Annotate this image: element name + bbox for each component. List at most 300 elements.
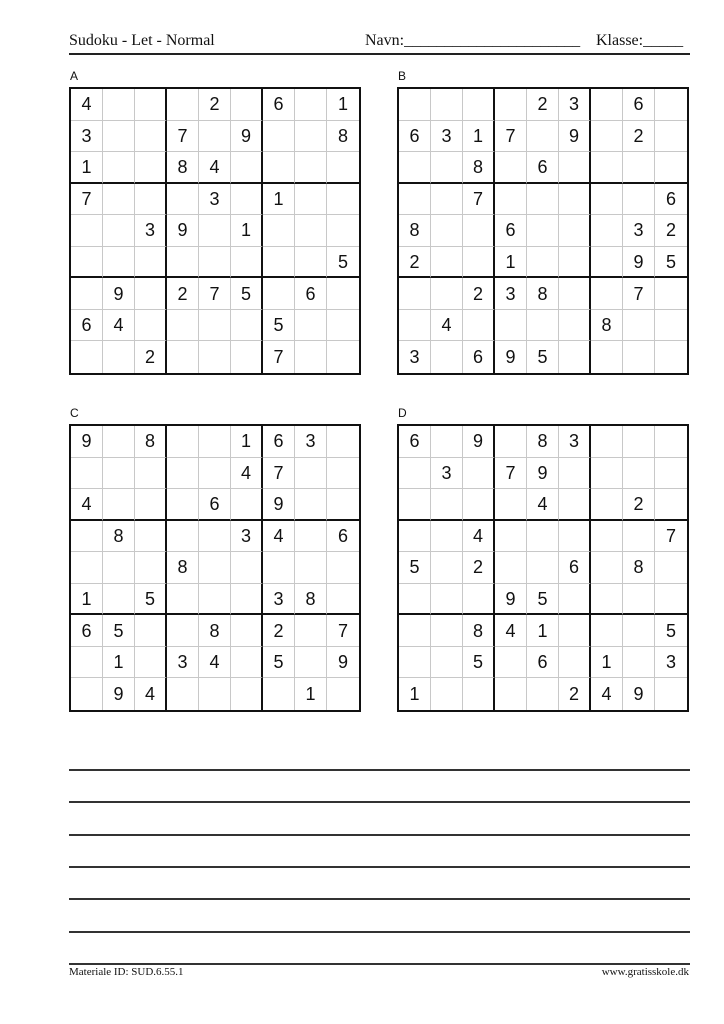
sudoku-cell[interactable]: [495, 152, 527, 184]
sudoku-cell[interactable]: 5: [527, 341, 559, 373]
sudoku-cell[interactable]: [199, 310, 231, 342]
sudoku-cell[interactable]: [199, 552, 231, 584]
sudoku-cell[interactable]: 4: [135, 678, 167, 710]
sudoku-cell[interactable]: [655, 426, 687, 458]
sudoku-cell[interactable]: [495, 184, 527, 216]
sudoku-cell[interactable]: [591, 426, 623, 458]
sudoku-cell[interactable]: [623, 521, 655, 553]
sudoku-cell[interactable]: [431, 215, 463, 247]
sudoku-cell[interactable]: 2: [263, 615, 295, 647]
sudoku-cell[interactable]: [135, 247, 167, 279]
sudoku-cell[interactable]: 6: [71, 615, 103, 647]
sudoku-cell[interactable]: 6: [327, 521, 359, 553]
sudoku-cell[interactable]: [623, 615, 655, 647]
sudoku-cell[interactable]: [399, 458, 431, 490]
sudoku-cell[interactable]: [231, 184, 263, 216]
sudoku-cell[interactable]: 1: [399, 678, 431, 710]
sudoku-cell[interactable]: [623, 341, 655, 373]
sudoku-cell[interactable]: 4: [495, 615, 527, 647]
sudoku-cell[interactable]: [135, 615, 167, 647]
sudoku-cell[interactable]: [327, 341, 359, 373]
sudoku-cell[interactable]: 5: [135, 584, 167, 616]
sudoku-cell[interactable]: [231, 247, 263, 279]
sudoku-cell[interactable]: [167, 489, 199, 521]
sudoku-cell[interactable]: 3: [559, 426, 591, 458]
sudoku-cell[interactable]: [431, 521, 463, 553]
sudoku-cell[interactable]: [103, 152, 135, 184]
sudoku-cell[interactable]: 5: [399, 552, 431, 584]
sudoku-cell[interactable]: 4: [463, 521, 495, 553]
sudoku-cell[interactable]: [103, 215, 135, 247]
sudoku-cell[interactable]: 9: [71, 426, 103, 458]
sudoku-cell[interactable]: [559, 489, 591, 521]
sudoku-cell[interactable]: [103, 552, 135, 584]
sudoku-cell[interactable]: [199, 341, 231, 373]
sudoku-cell[interactable]: 6: [527, 647, 559, 679]
sudoku-cell[interactable]: [591, 247, 623, 279]
sudoku-cell[interactable]: [591, 121, 623, 153]
sudoku-cell[interactable]: [559, 152, 591, 184]
sudoku-cell[interactable]: 9: [559, 121, 591, 153]
sudoku-cell[interactable]: 2: [623, 121, 655, 153]
sudoku-cell[interactable]: [295, 152, 327, 184]
sudoku-cell[interactable]: [399, 184, 431, 216]
sudoku-cell[interactable]: [167, 615, 199, 647]
sudoku-cell[interactable]: [167, 184, 199, 216]
sudoku-cell[interactable]: [591, 184, 623, 216]
sudoku-cell[interactable]: [623, 310, 655, 342]
sudoku-cell[interactable]: [431, 247, 463, 279]
sudoku-cell[interactable]: 8: [591, 310, 623, 342]
sudoku-cell[interactable]: 6: [495, 215, 527, 247]
sudoku-cell[interactable]: [591, 215, 623, 247]
sudoku-cell[interactable]: [655, 341, 687, 373]
sudoku-cell[interactable]: [431, 89, 463, 121]
sudoku-cell[interactable]: [431, 184, 463, 216]
sudoku-cell[interactable]: 2: [623, 489, 655, 521]
sudoku-cell[interactable]: 5: [527, 584, 559, 616]
sudoku-cell[interactable]: [559, 584, 591, 616]
sudoku-cell[interactable]: 5: [103, 615, 135, 647]
sudoku-cell[interactable]: [199, 121, 231, 153]
sudoku-cell[interactable]: 6: [263, 89, 295, 121]
sudoku-cell[interactable]: 1: [263, 184, 295, 216]
sudoku-cell[interactable]: [231, 647, 263, 679]
sudoku-cell[interactable]: [295, 552, 327, 584]
sudoku-cell[interactable]: [559, 341, 591, 373]
sudoku-cell[interactable]: [463, 458, 495, 490]
sudoku-cell[interactable]: [655, 310, 687, 342]
sudoku-cell[interactable]: [103, 121, 135, 153]
sudoku-cell[interactable]: [559, 521, 591, 553]
sudoku-cell[interactable]: [135, 552, 167, 584]
sudoku-cell[interactable]: [495, 89, 527, 121]
sudoku-cell[interactable]: [263, 678, 295, 710]
sudoku-cell[interactable]: 3: [295, 426, 327, 458]
sudoku-cell[interactable]: [327, 278, 359, 310]
sudoku-cell[interactable]: [623, 647, 655, 679]
sudoku-cell[interactable]: 3: [135, 215, 167, 247]
sudoku-cell[interactable]: [495, 521, 527, 553]
sudoku-cell[interactable]: [327, 152, 359, 184]
sudoku-cell[interactable]: [295, 247, 327, 279]
sudoku-cell[interactable]: 1: [231, 426, 263, 458]
sudoku-cell[interactable]: [559, 310, 591, 342]
sudoku-cell[interactable]: [231, 584, 263, 616]
sudoku-cell[interactable]: [167, 310, 199, 342]
sudoku-cell[interactable]: [199, 584, 231, 616]
sudoku-cell[interactable]: [135, 647, 167, 679]
sudoku-cell[interactable]: [135, 521, 167, 553]
sudoku-cell[interactable]: [71, 458, 103, 490]
sudoku-cell[interactable]: [591, 552, 623, 584]
sudoku-cell[interactable]: [327, 552, 359, 584]
sudoku-cell[interactable]: 4: [199, 152, 231, 184]
sudoku-cell[interactable]: 9: [103, 678, 135, 710]
sudoku-cell[interactable]: [263, 152, 295, 184]
sudoku-cell[interactable]: [71, 521, 103, 553]
sudoku-cell[interactable]: [591, 521, 623, 553]
sudoku-cell[interactable]: 7: [327, 615, 359, 647]
sudoku-cell[interactable]: 1: [103, 647, 135, 679]
sudoku-cell[interactable]: [135, 121, 167, 153]
sudoku-cell[interactable]: 3: [167, 647, 199, 679]
sudoku-cell[interactable]: [199, 215, 231, 247]
sudoku-cell[interactable]: 1: [71, 584, 103, 616]
sudoku-cell[interactable]: 3: [495, 278, 527, 310]
sudoku-cell[interactable]: [135, 184, 167, 216]
sudoku-cell[interactable]: [623, 584, 655, 616]
sudoku-cell[interactable]: [527, 121, 559, 153]
sudoku-cell[interactable]: 9: [463, 426, 495, 458]
sudoku-cell[interactable]: [199, 521, 231, 553]
sudoku-cell[interactable]: [295, 458, 327, 490]
sudoku-cell[interactable]: [655, 552, 687, 584]
sudoku-cell[interactable]: [167, 678, 199, 710]
sudoku-cell[interactable]: [263, 121, 295, 153]
sudoku-cell[interactable]: [135, 310, 167, 342]
sudoku-cell[interactable]: [559, 615, 591, 647]
sudoku-cell[interactable]: [623, 426, 655, 458]
sudoku-cell[interactable]: [71, 678, 103, 710]
sudoku-cell[interactable]: [399, 152, 431, 184]
sudoku-cell[interactable]: [591, 584, 623, 616]
sudoku-cell[interactable]: [295, 615, 327, 647]
sudoku-cell[interactable]: 6: [199, 489, 231, 521]
sudoku-cell[interactable]: [591, 89, 623, 121]
sudoku-cell[interactable]: [431, 552, 463, 584]
sudoku-cell[interactable]: [399, 615, 431, 647]
sudoku-cell[interactable]: 1: [295, 678, 327, 710]
sudoku-cell[interactable]: [167, 341, 199, 373]
sudoku-cell[interactable]: [559, 278, 591, 310]
sudoku-cell[interactable]: 8: [623, 552, 655, 584]
sudoku-cell[interactable]: 8: [295, 584, 327, 616]
sudoku-cell[interactable]: [527, 552, 559, 584]
sudoku-cell[interactable]: 8: [399, 215, 431, 247]
sudoku-cell[interactable]: [103, 584, 135, 616]
sudoku-cell[interactable]: 4: [71, 489, 103, 521]
sudoku-cell[interactable]: [103, 426, 135, 458]
sudoku-cell[interactable]: 2: [463, 278, 495, 310]
sudoku-cell[interactable]: [655, 89, 687, 121]
class-field[interactable]: Klasse:_____: [596, 32, 684, 49]
sudoku-cell[interactable]: 3: [431, 458, 463, 490]
sudoku-cell[interactable]: 7: [263, 458, 295, 490]
sudoku-cell[interactable]: 6: [71, 310, 103, 342]
sudoku-cell[interactable]: [199, 678, 231, 710]
sudoku-cell[interactable]: 8: [199, 615, 231, 647]
sudoku-cell[interactable]: [135, 458, 167, 490]
sudoku-cell[interactable]: [431, 678, 463, 710]
sudoku-cell[interactable]: 3: [199, 184, 231, 216]
sudoku-cell[interactable]: [591, 458, 623, 490]
sudoku-cell[interactable]: [399, 310, 431, 342]
sudoku-cell[interactable]: [295, 341, 327, 373]
sudoku-cell[interactable]: 8: [527, 426, 559, 458]
sudoku-cell[interactable]: [327, 184, 359, 216]
sudoku-cell[interactable]: 3: [623, 215, 655, 247]
sudoku-cell[interactable]: 4: [71, 89, 103, 121]
sudoku-cell[interactable]: 9: [327, 647, 359, 679]
sudoku-cell[interactable]: 4: [263, 521, 295, 553]
sudoku-cell[interactable]: 5: [263, 310, 295, 342]
sudoku-cell[interactable]: [71, 647, 103, 679]
sudoku-cell[interactable]: [655, 489, 687, 521]
sudoku-cell[interactable]: [327, 489, 359, 521]
sudoku-cell[interactable]: 9: [623, 678, 655, 710]
sudoku-cell[interactable]: [591, 615, 623, 647]
sudoku-cell[interactable]: [103, 489, 135, 521]
sudoku-cell[interactable]: 7: [495, 458, 527, 490]
sudoku-cell[interactable]: [655, 678, 687, 710]
sudoku-cell[interactable]: [167, 458, 199, 490]
sudoku-cell[interactable]: 2: [655, 215, 687, 247]
sudoku-cell[interactable]: 2: [559, 678, 591, 710]
sudoku-cell[interactable]: [231, 552, 263, 584]
sudoku-cell[interactable]: 7: [495, 121, 527, 153]
sudoku-cell[interactable]: 2: [199, 89, 231, 121]
sudoku-cell[interactable]: [327, 215, 359, 247]
sudoku-cell[interactable]: 1: [231, 215, 263, 247]
sudoku-cell[interactable]: 8: [463, 152, 495, 184]
sudoku-cell[interactable]: [327, 678, 359, 710]
sudoku-cell[interactable]: 5: [655, 247, 687, 279]
sudoku-cell[interactable]: [399, 278, 431, 310]
sudoku-cell[interactable]: 2: [527, 89, 559, 121]
sudoku-cell[interactable]: 3: [655, 647, 687, 679]
sudoku-cell[interactable]: 7: [167, 121, 199, 153]
sudoku-cell[interactable]: 7: [463, 184, 495, 216]
sudoku-cell[interactable]: 1: [71, 152, 103, 184]
sudoku-cell[interactable]: 1: [527, 615, 559, 647]
sudoku-cell[interactable]: [263, 215, 295, 247]
sudoku-cell[interactable]: 3: [399, 341, 431, 373]
sudoku-cell[interactable]: [135, 278, 167, 310]
sudoku-cell[interactable]: 3: [431, 121, 463, 153]
sudoku-cell[interactable]: [231, 678, 263, 710]
sudoku-cell[interactable]: 4: [431, 310, 463, 342]
sudoku-cell[interactable]: [527, 215, 559, 247]
sudoku-cell[interactable]: [103, 89, 135, 121]
sudoku-cell[interactable]: [559, 215, 591, 247]
sudoku-cell[interactable]: 6: [527, 152, 559, 184]
sudoku-cell[interactable]: [327, 458, 359, 490]
sudoku-cell[interactable]: 7: [655, 521, 687, 553]
sudoku-cell[interactable]: [431, 584, 463, 616]
sudoku-cell[interactable]: 6: [295, 278, 327, 310]
sudoku-cell[interactable]: 5: [655, 615, 687, 647]
sudoku-cell[interactable]: [431, 278, 463, 310]
sudoku-cell[interactable]: [495, 426, 527, 458]
sudoku-cell[interactable]: [591, 489, 623, 521]
sudoku-cell[interactable]: [295, 215, 327, 247]
sudoku-cell[interactable]: [623, 184, 655, 216]
sudoku-cell[interactable]: 3: [71, 121, 103, 153]
sudoku-cell[interactable]: [327, 426, 359, 458]
sudoku-cell[interactable]: [399, 489, 431, 521]
sudoku-cell[interactable]: [103, 341, 135, 373]
sudoku-cell[interactable]: [655, 121, 687, 153]
sudoku-cell[interactable]: [167, 426, 199, 458]
sudoku-cell[interactable]: [431, 152, 463, 184]
sudoku-cell[interactable]: 2: [135, 341, 167, 373]
sudoku-cell[interactable]: [399, 584, 431, 616]
sudoku-cell[interactable]: [431, 426, 463, 458]
sudoku-cell[interactable]: 2: [463, 552, 495, 584]
sudoku-cell[interactable]: [463, 89, 495, 121]
sudoku-cell[interactable]: [103, 458, 135, 490]
sudoku-cell[interactable]: [655, 152, 687, 184]
sudoku-cell[interactable]: 7: [71, 184, 103, 216]
sudoku-cell[interactable]: [295, 521, 327, 553]
sudoku-cell[interactable]: [71, 215, 103, 247]
sudoku-cell[interactable]: [559, 247, 591, 279]
sudoku-cell[interactable]: 9: [263, 489, 295, 521]
sudoku-cell[interactable]: [431, 341, 463, 373]
sudoku-cell[interactable]: [495, 552, 527, 584]
sudoku-cell[interactable]: [295, 489, 327, 521]
sudoku-cell[interactable]: [399, 521, 431, 553]
sudoku-cell[interactable]: 8: [167, 152, 199, 184]
sudoku-cell[interactable]: 9: [231, 121, 263, 153]
name-field[interactable]: Navn:______________________: [365, 32, 581, 49]
sudoku-cell[interactable]: [527, 678, 559, 710]
sudoku-cell[interactable]: 4: [231, 458, 263, 490]
sudoku-cell[interactable]: [559, 647, 591, 679]
sudoku-cell[interactable]: [327, 584, 359, 616]
sudoku-cell[interactable]: 3: [263, 584, 295, 616]
sudoku-cell[interactable]: 6: [655, 184, 687, 216]
sudoku-cell[interactable]: [463, 310, 495, 342]
sudoku-cell[interactable]: [623, 152, 655, 184]
sudoku-cell[interactable]: [495, 489, 527, 521]
sudoku-cell[interactable]: 6: [399, 426, 431, 458]
sudoku-cell[interactable]: 8: [167, 552, 199, 584]
sudoku-cell[interactable]: [463, 247, 495, 279]
sudoku-cell[interactable]: [135, 152, 167, 184]
sudoku-cell[interactable]: 8: [463, 615, 495, 647]
sudoku-cell[interactable]: 5: [263, 647, 295, 679]
sudoku-cell[interactable]: [463, 678, 495, 710]
sudoku-cell[interactable]: [399, 647, 431, 679]
sudoku-cell[interactable]: [71, 552, 103, 584]
sudoku-cell[interactable]: [399, 89, 431, 121]
sudoku-cell[interactable]: 4: [591, 678, 623, 710]
website-link[interactable]: www.gratisskole.dk: [601, 966, 689, 978]
sudoku-cell[interactable]: [231, 310, 263, 342]
sudoku-cell[interactable]: [295, 310, 327, 342]
sudoku-cell[interactable]: 2: [167, 278, 199, 310]
sudoku-cell[interactable]: 1: [327, 89, 359, 121]
sudoku-cell[interactable]: 9: [623, 247, 655, 279]
sudoku-cell[interactable]: 8: [103, 521, 135, 553]
sudoku-cell[interactable]: [167, 89, 199, 121]
sudoku-cell[interactable]: 5: [327, 247, 359, 279]
sudoku-cell[interactable]: [135, 89, 167, 121]
sudoku-cell[interactable]: [167, 584, 199, 616]
sudoku-cell[interactable]: [463, 584, 495, 616]
sudoku-cell[interactable]: 2: [399, 247, 431, 279]
sudoku-cell[interactable]: [135, 489, 167, 521]
sudoku-cell[interactable]: [103, 247, 135, 279]
sudoku-cell[interactable]: [495, 678, 527, 710]
sudoku-cell[interactable]: 6: [623, 89, 655, 121]
sudoku-cell[interactable]: [295, 89, 327, 121]
sudoku-cell[interactable]: [431, 647, 463, 679]
sudoku-cell[interactable]: [591, 341, 623, 373]
sudoku-cell[interactable]: [495, 310, 527, 342]
sudoku-cell[interactable]: 1: [591, 647, 623, 679]
sudoku-cell[interactable]: [431, 615, 463, 647]
sudoku-cell[interactable]: [559, 184, 591, 216]
sudoku-cell[interactable]: 3: [231, 521, 263, 553]
sudoku-cell[interactable]: [295, 647, 327, 679]
sudoku-cell[interactable]: 7: [263, 341, 295, 373]
sudoku-cell[interactable]: 6: [263, 426, 295, 458]
sudoku-cell[interactable]: 4: [199, 647, 231, 679]
sudoku-cell[interactable]: 9: [495, 584, 527, 616]
sudoku-cell[interactable]: 6: [559, 552, 591, 584]
sudoku-cell[interactable]: [591, 152, 623, 184]
sudoku-cell[interactable]: [655, 458, 687, 490]
sudoku-cell[interactable]: [527, 184, 559, 216]
sudoku-cell[interactable]: [263, 247, 295, 279]
sudoku-cell[interactable]: 8: [327, 121, 359, 153]
sudoku-cell[interactable]: [199, 458, 231, 490]
sudoku-cell[interactable]: 5: [463, 647, 495, 679]
sudoku-cell[interactable]: 7: [199, 278, 231, 310]
sudoku-cell[interactable]: [295, 121, 327, 153]
sudoku-cell[interactable]: [431, 489, 463, 521]
sudoku-cell[interactable]: [231, 341, 263, 373]
sudoku-cell[interactable]: [527, 310, 559, 342]
sudoku-cell[interactable]: 6: [463, 341, 495, 373]
sudoku-cell[interactable]: 9: [103, 278, 135, 310]
sudoku-cell[interactable]: [527, 521, 559, 553]
sudoku-cell[interactable]: 4: [103, 310, 135, 342]
sudoku-cell[interactable]: 7: [623, 278, 655, 310]
sudoku-cell[interactable]: [591, 278, 623, 310]
sudoku-cell[interactable]: 8: [527, 278, 559, 310]
sudoku-cell[interactable]: [71, 247, 103, 279]
sudoku-cell[interactable]: [231, 489, 263, 521]
sudoku-cell[interactable]: [263, 278, 295, 310]
sudoku-cell[interactable]: 9: [167, 215, 199, 247]
sudoku-cell[interactable]: 1: [463, 121, 495, 153]
sudoku-cell[interactable]: [199, 247, 231, 279]
sudoku-cell[interactable]: 6: [399, 121, 431, 153]
